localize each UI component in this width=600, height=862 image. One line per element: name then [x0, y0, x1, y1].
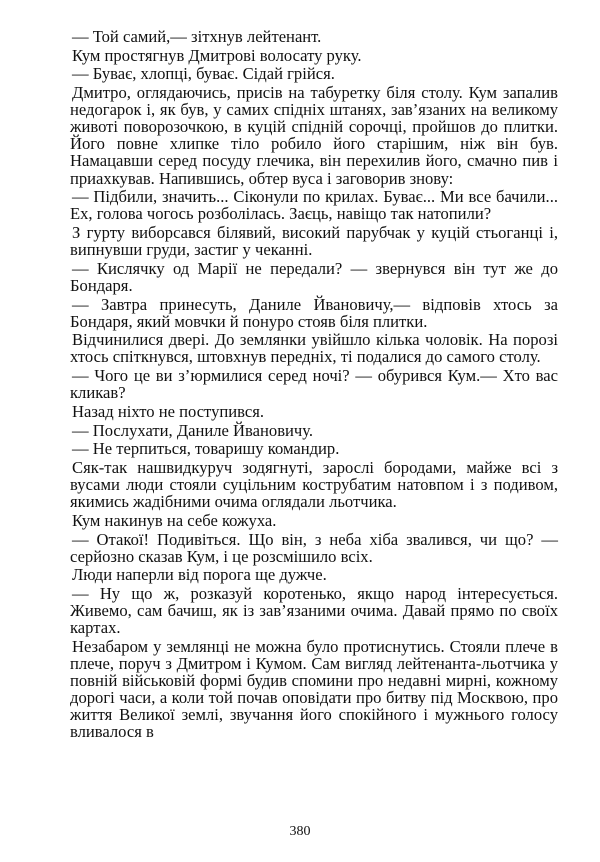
paragraph-17: Люди наперли від порога ще дужче. — [72, 565, 327, 585]
paragraph-5: — Підбили, значить... Сіконули по крилах. Буває... Ми все бачили... Ех, голова чогось розболілась. Заєць, навіщо так натопили? — [70, 187, 558, 224]
main-text — [70, 28, 558, 742]
paragraph-6: З гурту виборсався білявий, високий парубчак у куцій стьоганці і, випнувши груди, застиг у чеканні. — [70, 223, 558, 260]
paragraph-16: — Отакої! Подивіться. Що він, з неба хіба звалився, чи що? — серйозно сказав Кум, і це розсмішило всіх. — [70, 529, 558, 566]
paragraph-1: — Той самий,— зітхнув лейтенант. — [72, 27, 322, 46]
page-number: 380 — [289, 824, 311, 839]
paragraph-10: — Чого це ви з’юрмилися серед ночі? — обурився Кум.— Хто вас кликав? — [70, 366, 558, 403]
paragraph-4: Дмитро, оглядаючись, присів на табуретку біля столу. Кум запалив недогарок і, як був, у самих спідніх штанях, зав’язаних на великому животі поворозочкою, в куцій спідній сорочці, пройшов до плитки. Його повне хлипке тіло робило його старішим, ніж він був. Намацавши серед посуду глечика, він перехилив його, смачно пив і приахкував. Напившись, обтер вуса і заговорив знову: — [70, 83, 558, 188]
paragraph-19: Незабаром у землянці не можна було протиснутись. Стояли плече в плече, поруч з Дмитром і Кумом. Сам вигляд лейтенанта-льотчика у повній військовій формі будив спомини про недавні мирні, кожному дорогі часи, а коли той почав оповідати про битву під Москвою, про життя Великої землі, звучання його спокійного і мужнього голосу вливалося в — [70, 636, 558, 742]
paragraph-14: Сяк-так нашвидкуруч зодягнуті, зарослі бородами, майже всі з вусами люди стояли суцільним кострубатим натовпом і з подивом, якимись жадібними очима оглядали льотчика. — [70, 457, 558, 512]
paragraph-3: — Буває, хлопці, буває. Сідай грійся. — [72, 64, 335, 84]
paragraph-12: — Послухати, Даниле Йвановичу. — [72, 420, 314, 440]
paragraph-9: Відчинилися двері. До землянки увійшло кілька чоловік. На порозі хтось спіткнувся, штовхнув передніх, ті подалися до самого столу. — [70, 330, 558, 367]
paragraph-7: — Кислячку од Марії не передали? — звернувся він тут же до Бондаря. — [70, 258, 558, 295]
paragraph-15: Кум накинув на себе кожуха. — [72, 510, 277, 530]
paragraph-13: — Не терпиться, товаришу командир. — [72, 439, 340, 459]
paragraph-18: — Ну що ж, розказуй коротенько, якщо народ інтересується. Живемо, сам бачиш, як із зав’язаними очима. Давай прямо по своїх картах. — [70, 584, 558, 638]
paragraph-2: Кум простягнув Дмитрові волосату руку. — [72, 45, 362, 65]
paragraph-8: — Завтра принесуть, Даниле Йвановичу,— відповів хтось за Бондаря, який мовчки й понуро стояв біля плитки. — [70, 294, 558, 331]
paragraph-11: Назад ніхто не поступився. — [72, 401, 265, 421]
